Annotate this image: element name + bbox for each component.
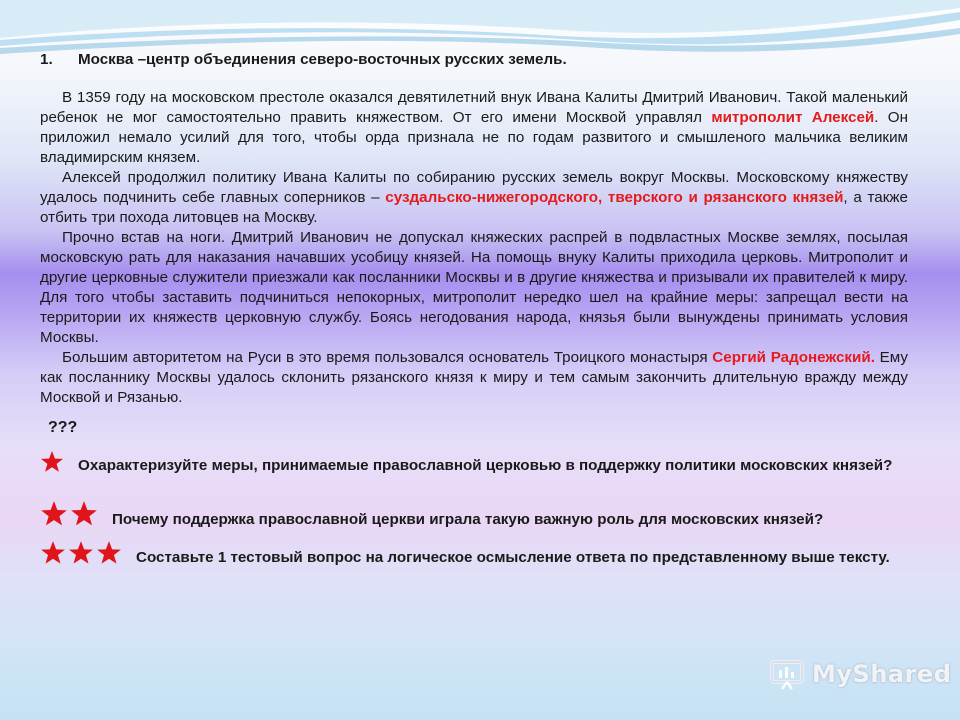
task-1-text: Охарактеризуйте меры, принимаемые православной церковью в поддержку политики московских князей? [78, 457, 893, 474]
watermark-text: MyShared [812, 660, 952, 688]
star-icon [96, 540, 122, 566]
star-icon [40, 450, 64, 474]
task-2-text: Почему поддержка православной церкви играла такую важную роль для московских князей? [112, 511, 824, 528]
highlight-metropolitan-alexey: митрополит Алексей [711, 109, 875, 126]
questions-mark: ??? [48, 419, 78, 436]
task-3-text: Составьте 1 тестовый вопрос на логическое осмысление ответа по представленному выше тексту. [136, 549, 890, 566]
highlight-sergius-radonezh: Сергий Радонежский. [712, 349, 875, 366]
star-icon [40, 500, 68, 528]
paragraph-3 [40, 228, 908, 348]
star-icon [68, 540, 94, 566]
star-icon [70, 500, 98, 528]
paragraph-2-text-a: Алексей продолжил политику Ивана Калиты по собиранию русских земель вокруг Москвы. Московскому княжеству удалось подчинить себе главных соперников – [40, 169, 908, 206]
document-body [40, 50, 908, 572]
paragraph-1 [40, 88, 908, 168]
task-1 [40, 450, 908, 480]
paragraph-2 [40, 168, 908, 228]
watermark [770, 656, 951, 692]
difficulty-stars-2 [40, 500, 100, 534]
difficulty-stars-1 [40, 450, 66, 480]
paragraph-3-text: Прочно встав на ноги. Дмитрий Иванович не допускал княжеских распрей в подвластных Москве землях, посылая московскую рать для наказания начавших усобицу князей. На помощь внуку Калиты приходила церковь. Митрополит и другие церковные служители приезжали как посланники Москвы и в другие княжества и призывали их правителей к миру. Для того чтобы заставить подчиниться непокорных, митрополит нередко шел на крайние меры: запрещал вести на территории их княжеств церковную службу. Боясь негодования народа, князья были вынуждены принимать условия Москвы. [40, 229, 908, 346]
paragraph-4-text-a: Большим авторитетом на Руси в это время пользовался основатель Троицкого монастыря [62, 349, 713, 366]
task-3 [40, 540, 908, 572]
highlight-rival-princes: суздальско-нижегородского, тверского и рязанского князей [385, 189, 844, 206]
paragraph-4-text-b: Ему как посланнику Москвы удалось склонить рязанского князя к миру и тем самым закончить длительную вражду между Москвой и Рязанью. [40, 349, 908, 406]
heading-number: 1. [40, 51, 53, 68]
paragraph-4 [40, 348, 908, 408]
task-2 [40, 500, 908, 534]
slideshow-icon [770, 658, 806, 690]
heading-title: Москва –центр объединения северо-восточных русских земель. [78, 51, 567, 68]
paragraph-1-text-a: В 1359 году на московском престоле оказался девятилетний внук Ивана Калиты Дмитрий Иванович. Такой маленький ребенок не мог самостоятельно править княжеством. От его имени Москвой управлял [40, 89, 908, 126]
star-icon [40, 540, 66, 566]
difficulty-stars-3 [40, 540, 124, 572]
paragraph-2-text-b: , а также отбить три похода литовцев на Москву. [40, 189, 908, 226]
paragraph-1-text-b: . Он приложил немало усилий для того, чтобы орда признала не по годам развитого и смышленого мальчика великим владимирским князем. [40, 109, 908, 166]
section-heading [40, 50, 908, 70]
